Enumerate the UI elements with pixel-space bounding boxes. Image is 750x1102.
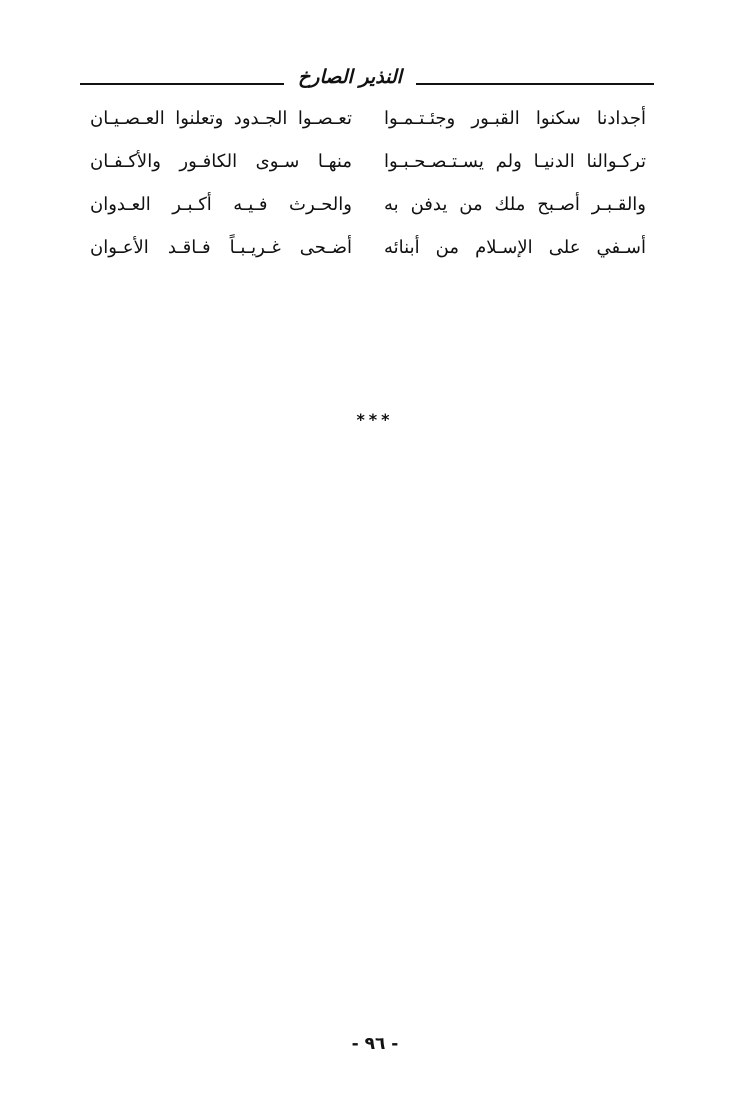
verse-3-first-hemistich: والقـبـر أصـبح ملك من يدفن به bbox=[384, 194, 646, 215]
verse-2-second-hemistich: منهـا سـوى الكافـور والأكـفـان bbox=[90, 151, 352, 172]
verse-4-first-hemistich: أسـفي على الإسـلام من أبنائه bbox=[384, 237, 646, 258]
header-rule-left bbox=[80, 83, 284, 85]
section-separator: *** bbox=[356, 410, 394, 429]
verse-2 bbox=[90, 145, 646, 188]
running-header bbox=[80, 64, 654, 94]
verse-3 bbox=[90, 188, 646, 231]
verse-4 bbox=[90, 231, 646, 274]
verse-2-first-hemistich: تركـوالنا الدنيـا ولم يسـتـصـحـبـوا bbox=[384, 151, 646, 172]
page-number: - ٩٦ - bbox=[351, 1034, 399, 1054]
header-rule-right bbox=[416, 83, 654, 85]
verse-4-second-hemistich: أضـحى غـريـبـاً فـاقـد الأعـوان bbox=[90, 237, 352, 258]
verse-1 bbox=[90, 102, 646, 145]
poem bbox=[90, 102, 646, 274]
verse-1-first-hemistich: أجدادنا سكنوا القبـور وجئـتـمـوا bbox=[384, 108, 646, 129]
verse-3-second-hemistich: والحـرث فـيـه أكـبـر العـدوان bbox=[90, 194, 352, 215]
header-title: النذير الصارخ bbox=[298, 66, 402, 88]
verse-1-second-hemistich: تعـصـوا الجـدود وتعلنوا العـصـيـان bbox=[90, 108, 352, 129]
